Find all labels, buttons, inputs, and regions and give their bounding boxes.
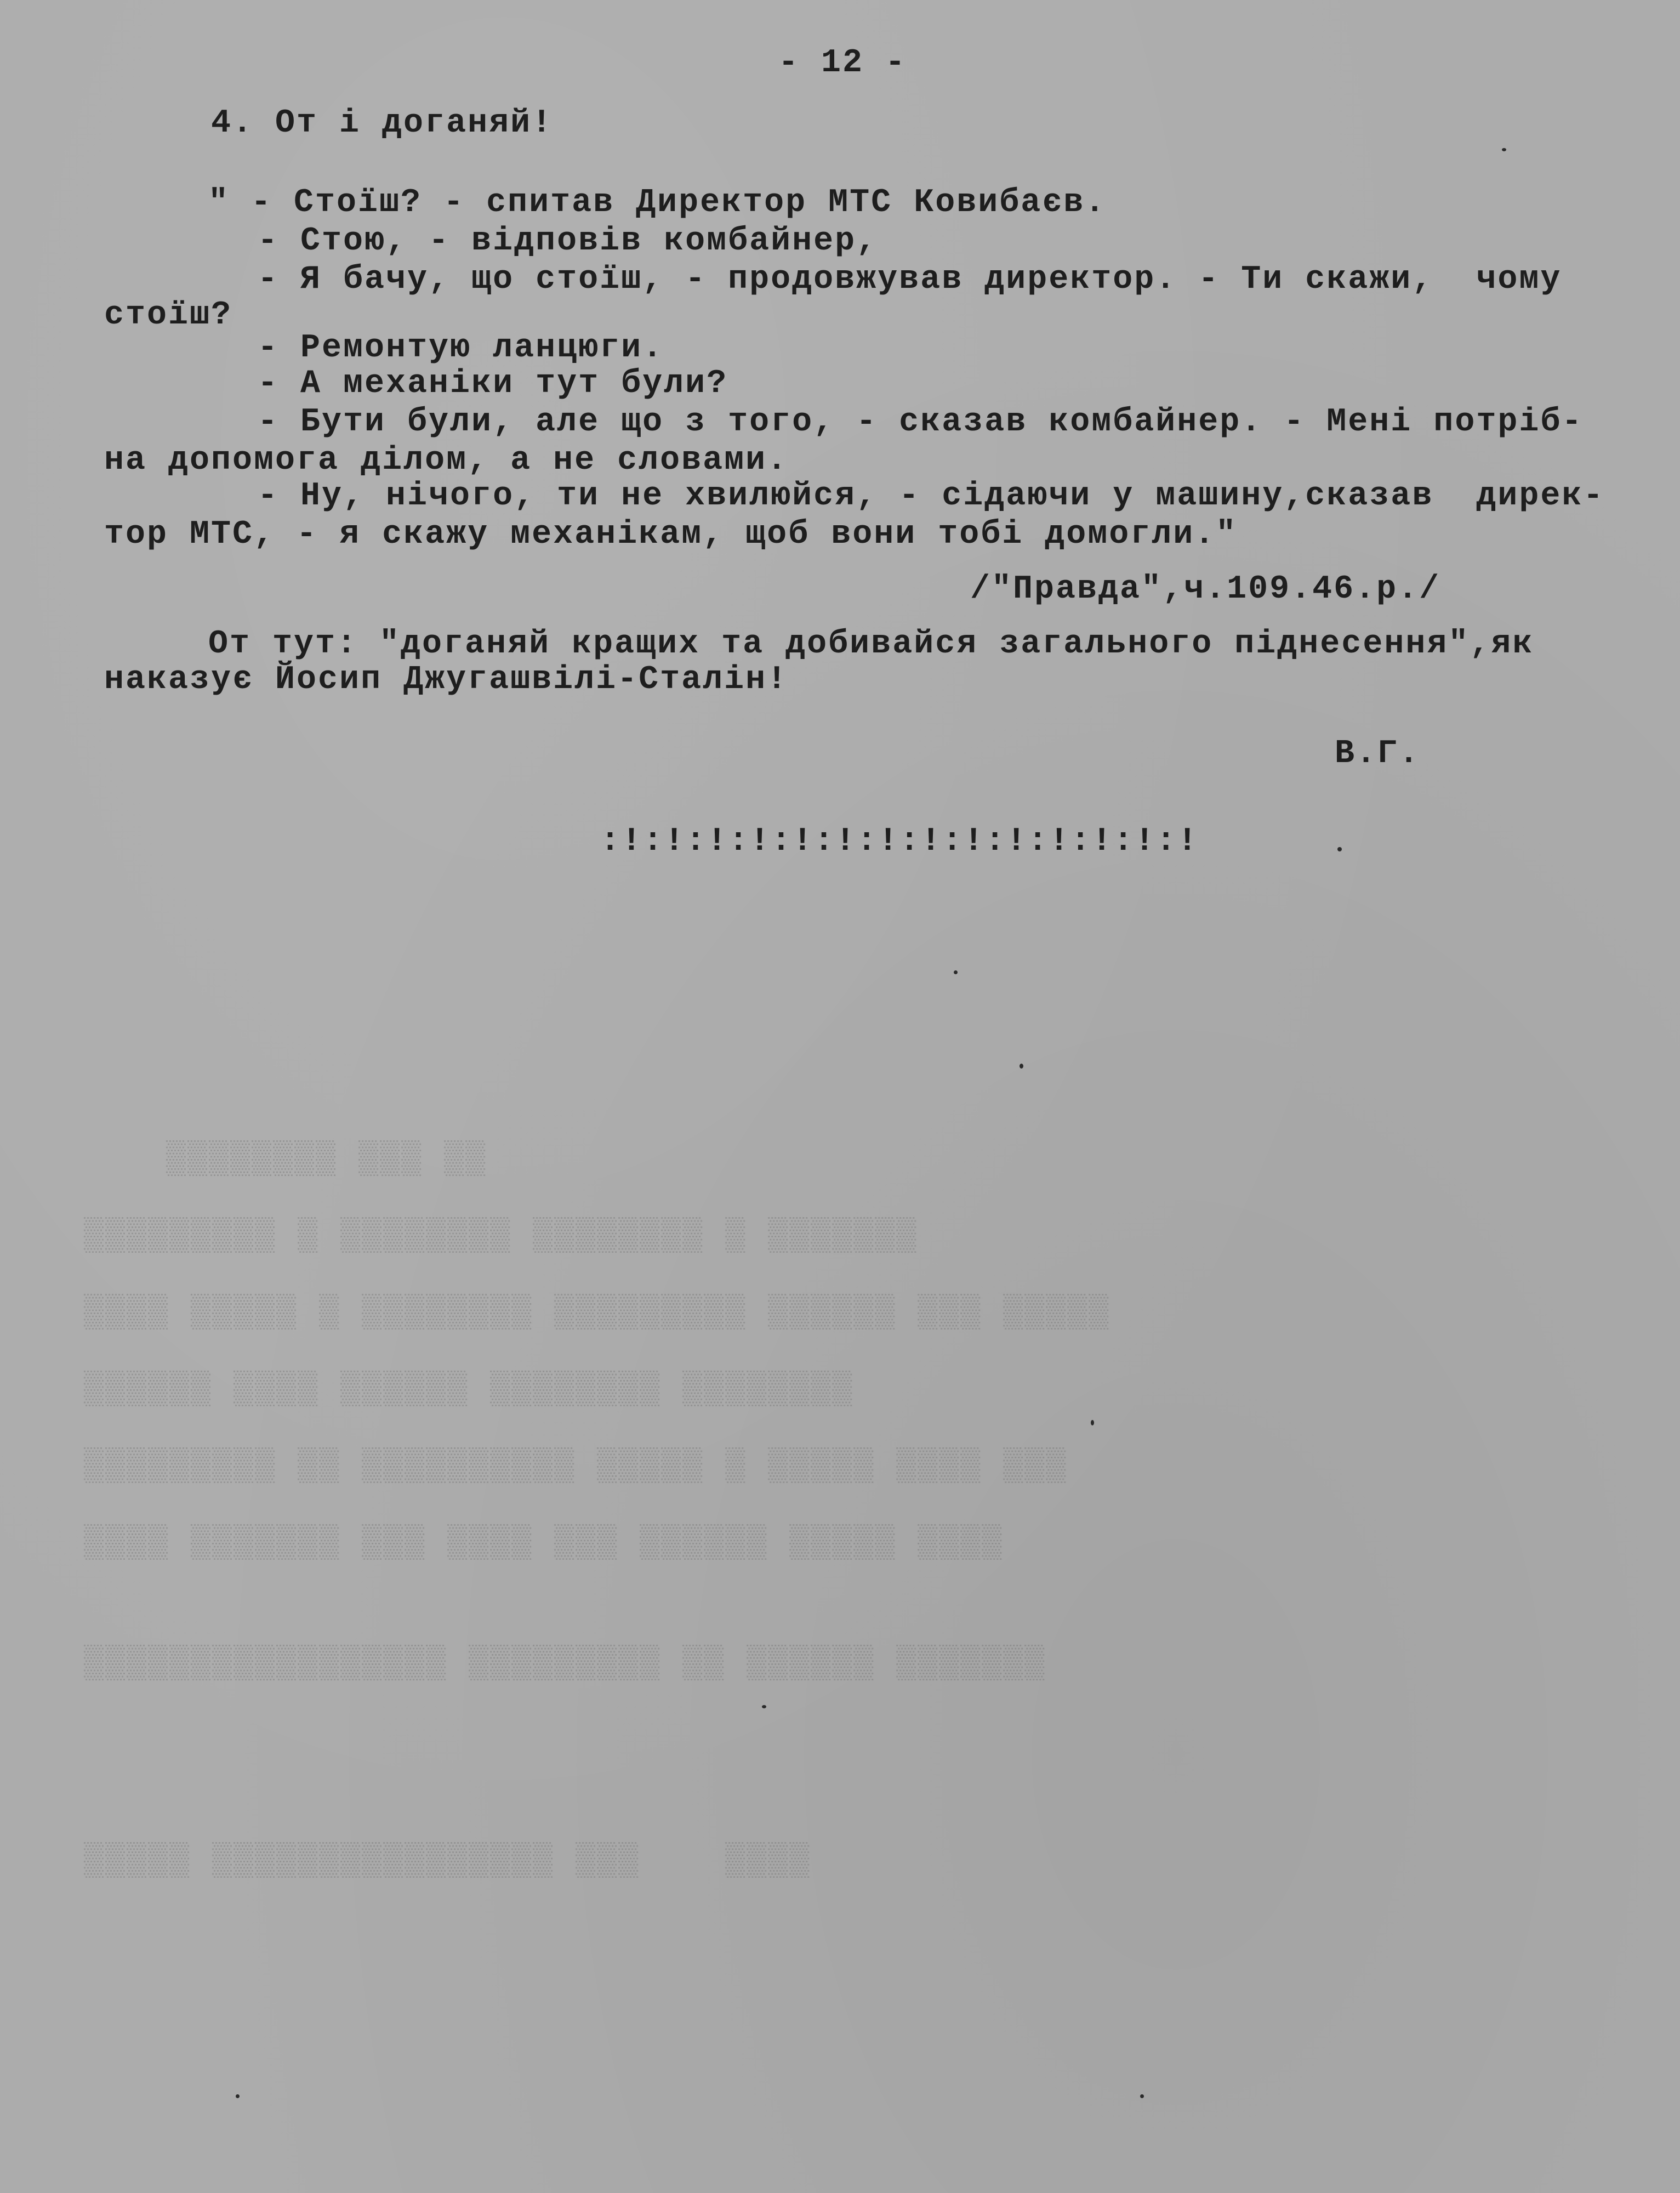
paragraph-line: наказує Йосип Джугашвілі-Сталін! (104, 661, 789, 698)
bleed-through-text: ▒▒ ▒▒▒ ▒▒▒▒▒▒▒▒ (164, 1141, 486, 1178)
dust-speck (954, 970, 958, 974)
dust-speck (236, 2094, 240, 2098)
page-number: - 12 - (778, 44, 907, 82)
bleed-through-text: ▒▒▒▒▒▒▒ ▒ ▒▒▒▒▒▒▒▒ ▒▒▒▒▒▒▒▒ ▒ ▒▒▒▒▒▒▒▒▒ (82, 1218, 916, 1255)
dust-speck (1502, 148, 1506, 151)
dust-speck (762, 1705, 766, 1708)
dialogue-line: стоїш? (104, 297, 233, 334)
bleed-through-text: ▒▒▒▒▒ ▒▒▒ ▒▒▒▒▒▒ ▒▒▒▒▒▒▒▒▒ ▒▒▒▒▒▒▒▒ ▒ ▒▒▒▒▒ ▒▒▒▒ (82, 1294, 1109, 1332)
dust-speck (1091, 1420, 1094, 1425)
bleed-through-text: ▒▒▒▒ ▒▒▒▒▒ ▒▒▒▒▒▒ ▒▒▒ ▒▒▒▒ ▒▒▒ ▒▒▒▒▒▒▒ ▒▒▒▒ (82, 1525, 1002, 1562)
section-heading: 4. От і доганяй! (211, 105, 554, 142)
dialogue-line: - Стою, - відповів комбайнер, (258, 223, 878, 260)
separator-line: :!:!:!:!:!:!:!:!:!:!:!:!:!:! (600, 823, 1199, 860)
dialogue-line: " - Стоїш? - спитав Директор МТС Ковибаєв. (208, 184, 1107, 221)
bleed-through-text: ▒▒▒▒▒▒▒ ▒▒▒▒▒▒ ▒▒ ▒▒▒▒▒▒▒▒▒ ▒▒▒▒▒▒▒▒▒▒▒▒▒▒▒▒▒ (82, 1645, 1045, 1683)
dust-speck (1020, 1064, 1023, 1069)
dialogue-line: тор МТС, - я скажу механікам, щоб вони тобі домогли." (104, 516, 1238, 553)
dialogue-line: на допомога ділом, а не словами. (104, 442, 789, 479)
dust-speck (1337, 847, 1342, 851)
dialogue-line: - Бути були, але що з того, - сказав комбайнер. - Мені потріб- (258, 404, 1584, 441)
dialogue-line: - Ну, нічого, ти не хвилюйся, - сідаючи у машину,сказав дирек- (258, 478, 1605, 515)
signature-initials: В.Г. (1335, 735, 1421, 772)
source-citation: /"Правда",ч.109.46.р./ (970, 571, 1441, 608)
bleed-through-text: ▒▒▒ ▒▒▒▒ ▒▒▒▒▒ ▒ ▒▒▒▒▒ ▒▒▒▒▒▒▒▒▒▒ ▒▒ ▒▒▒▒▒▒▒▒▒ (82, 1448, 1066, 1485)
dialogue-line: - А механіки тут були? (258, 365, 728, 402)
dust-speck (1140, 2094, 1144, 2098)
bleed-through-text: ▒▒▒▒▒▒▒▒ ▒▒▒▒▒▒▒▒ ▒▒▒▒▒▒ ▒▒▒▒ ▒▒▒▒▒▒ (82, 1371, 852, 1408)
dialogue-line: - Ремонтую ланцюги. (258, 329, 664, 367)
bleed-through-text: ▒▒▒▒ ▒▒▒ ▒▒▒▒▒▒▒▒▒▒▒▒▒▒▒▒ ▒▒▒▒▒ (82, 1843, 810, 1880)
paragraph-line: От тут: "доганяй кращих та добивайся загального піднесення",як (208, 626, 1534, 663)
dialogue-line: - Я бачу, що стоїш, - продовжував директор. - Ти скажи, чому (258, 261, 1562, 298)
